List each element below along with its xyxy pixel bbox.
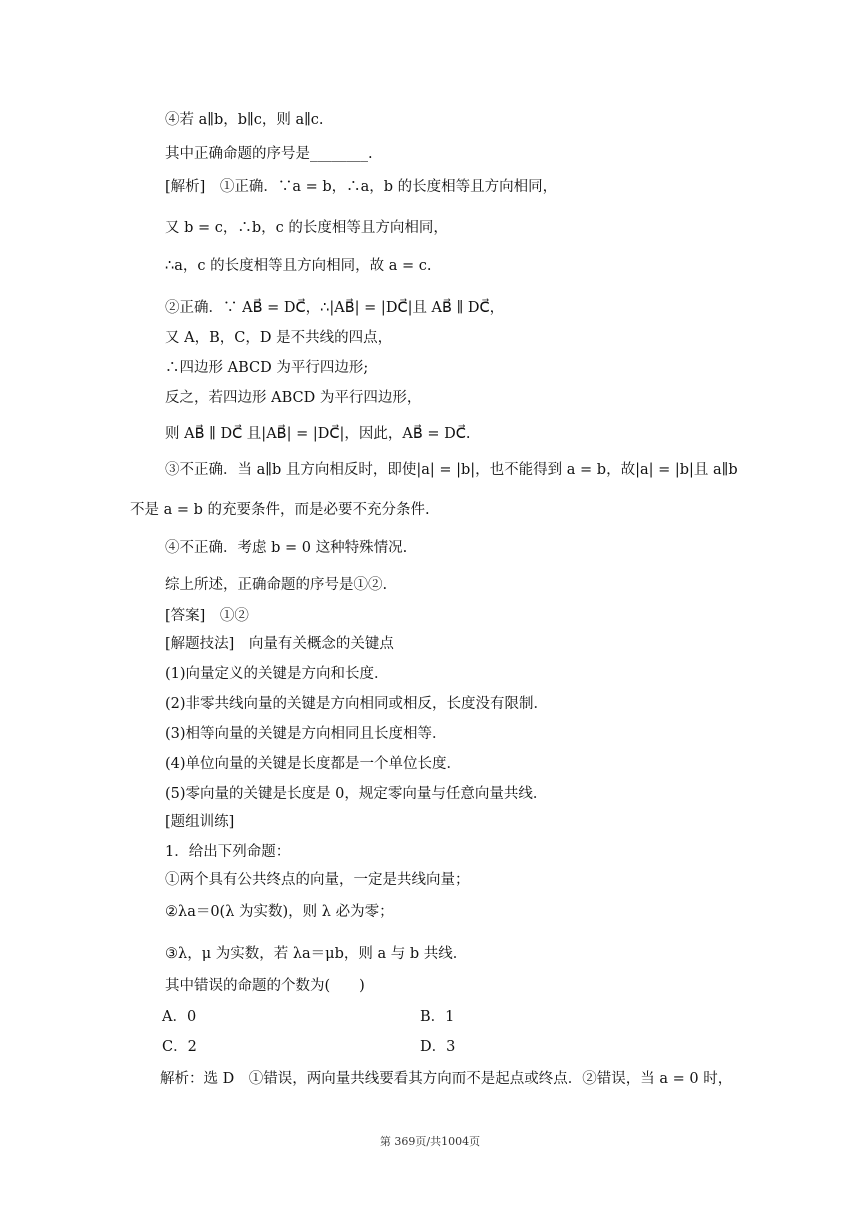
option-a: A．0	[162, 1009, 197, 1025]
text-line: (2)非零共线向量的关键是方向相同或相反，长度没有限制．	[165, 696, 549, 712]
text-line: ∴四边形 ABCD 为平行四边形;	[165, 360, 369, 376]
page-footer: 第 369页/共1004页	[379, 1135, 481, 1148]
answer-label: [答案] ①②	[165, 608, 249, 624]
text-line: 其中正确命题的序号是________.	[165, 146, 373, 162]
solution-line: 解析：选 D ①错误，两向量共线要看其方向而不是起点或终点．②错误，当 a = 0 时，	[160, 1071, 733, 1087]
text-line: 则 AB⃗ ∥ DC⃗ 且|AB⃗| = |DC⃗|，因此，AB⃗ = DC⃗.	[165, 426, 471, 442]
text-line: ①两个具有公共终点的向量，一定是共线向量；	[165, 872, 470, 888]
text-line: (5)零向量的关键是长度是 0，规定零向量与任意向量共线．	[165, 786, 548, 802]
option-d: D．3	[420, 1039, 456, 1055]
text-line: ③不正确．当 a∥b 且方向相反时，即使|a| = |b|，也不能得到 a = b，故|a| = |b|且 a∥b	[165, 462, 738, 478]
text-line: 其中错误的命题的个数为( )	[165, 978, 365, 994]
text-line: 不是 a = b 的充要条件，而是必要不充分条件.	[130, 502, 430, 518]
text-line: ∴a，c 的长度相等且方向相同，故 a = c.	[165, 258, 432, 274]
text-line: (4)单位向量的关键是长度都是一个单位长度．	[165, 756, 462, 772]
text-line: ②正确．∵ AB⃗ = DC⃗，∴|AB⃗| = |DC⃗|且 AB⃗ ∥ DC⃗，	[165, 300, 505, 316]
text-line: (1)向量定义的关键是方向和长度．	[165, 666, 389, 682]
method-heading: [解题技法] 向量有关概念的关键点	[165, 636, 394, 652]
text-line: ④不正确．考虑 b = 0 这种特殊情况.	[165, 540, 408, 556]
text-line: ③λ，μ 为实数，若 λa＝μb，则 a 与 b 共线．	[165, 946, 468, 962]
text-line: ②λa＝0(λ 为实数)，则 λ 必为零；	[165, 904, 394, 920]
text-line: [解析] ①正确．∵a = b，∴a，b 的长度相等且方向相同，	[165, 179, 558, 195]
text-line: 又 A，B，C，D 是不共线的四点，	[165, 330, 393, 346]
section-heading: [题组训练]	[165, 814, 235, 830]
text-line: 反之，若四边形 ABCD 为平行四边形，	[165, 390, 422, 406]
text-line: (3)相等向量的关键是方向相同且长度相等．	[165, 726, 447, 742]
question-stem: 1．给出下列命题：	[165, 844, 291, 860]
option-c: C．2	[162, 1039, 197, 1055]
text-line: ④若 a∥b，b∥c，则 a∥c.	[165, 112, 324, 128]
text-line: 又 b = c，∴b，c 的长度相等且方向相同，	[165, 220, 448, 236]
option-b: B．1	[420, 1009, 455, 1025]
text-line: 综上所述，正确命题的序号是①②.	[165, 577, 388, 593]
